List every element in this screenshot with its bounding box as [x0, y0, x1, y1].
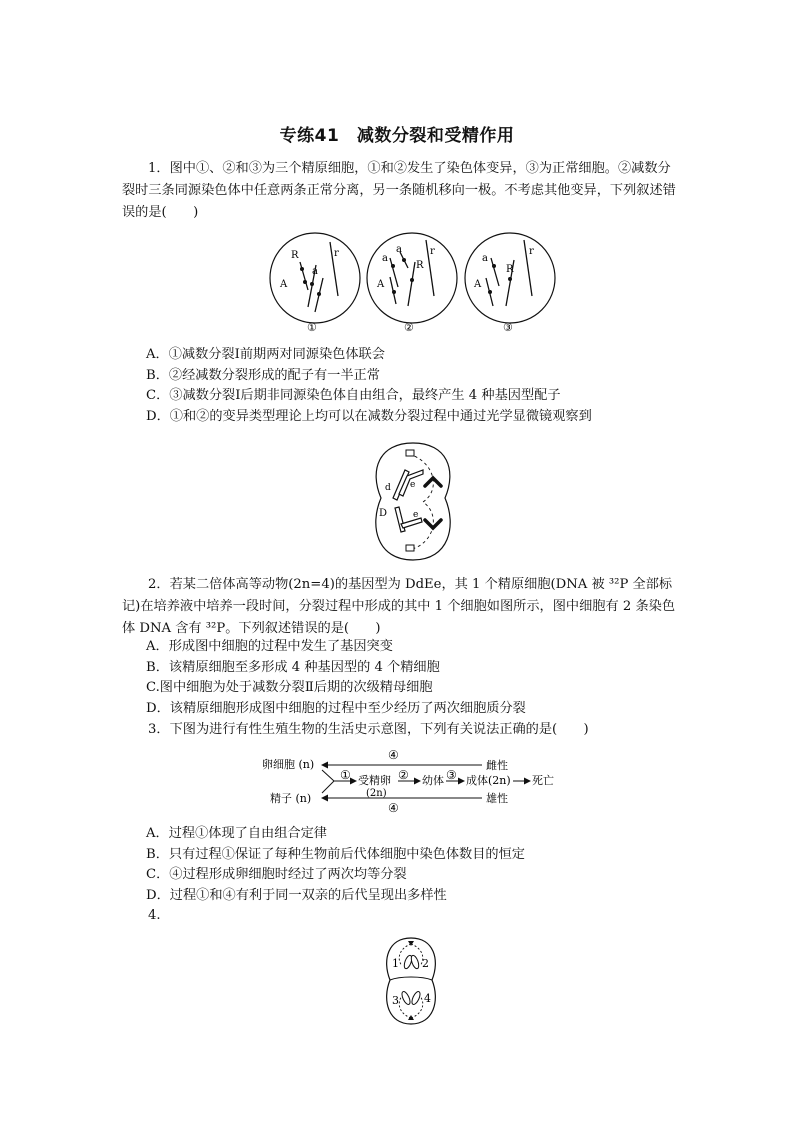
page-title: 专练41 减数分裂和受精作用 [279, 126, 515, 146]
question-4-number: 4. [148, 908, 161, 923]
question-3-options [146, 824, 686, 906]
cell-1-label-a: a [312, 266, 318, 277]
cell-1-label-A: A [280, 279, 288, 290]
q2-option-a[interactable]: A．形成图中细胞的过程中发生了基因突变 [146, 639, 393, 654]
step-3-label: ③ [446, 768, 457, 782]
step-2-label: ② [398, 768, 409, 782]
q3-option-c[interactable]: C．④过程形成卵细胞时经过了两次均等分裂 [146, 867, 407, 882]
cell-2-label-a2: a [396, 244, 402, 255]
q4-cell-outline [387, 938, 436, 1024]
q2-label-d: d [385, 483, 391, 493]
step-4-top-label: ④ [388, 748, 399, 762]
zygote-ploidy-label: (2n) [366, 788, 387, 799]
q1-cells-figure [268, 232, 532, 336]
q4-label-1: 1 [392, 957, 399, 970]
cell-2-label-R: R [416, 260, 424, 271]
cell-3-label-A: A [474, 279, 482, 290]
adult-label: 成体(2n) [466, 774, 511, 787]
q2-label-e-top: e [410, 480, 416, 490]
cell-2-label-a1: a [382, 253, 388, 264]
question-2-stem: 2．若某二倍体高等动物(2n=4)的基因型为 DdEe，其 1 个精原细胞(DNA 被 ³²P 全部标记)在培养液中培养一段时间，分裂过程中形成的其中 1 个细胞如图所示，图中细胞有 2 条染色体 DNA 含有 ³²P。下列叙述错误的是( ) [122, 577, 676, 636]
cell-2-label-r: r [430, 246, 435, 257]
cell-3-label-r: r [529, 246, 534, 257]
cell-1-label-R: R [291, 250, 299, 261]
q1-option-a[interactable]: A．①减数分裂Ⅰ前期两对同源染色体联会 [146, 347, 385, 362]
spindle-lines [409, 454, 433, 550]
q3-option-d[interactable]: D．过程①和④有利于同一双亲的后代呈现出多样性 [146, 887, 447, 903]
larva-label: 幼体 [422, 774, 444, 787]
female-label: 雌性 [486, 759, 508, 772]
q2-label-e-bottom: e [413, 510, 419, 520]
death-label: 死亡 [532, 774, 554, 787]
cell-2-label-A: A [377, 279, 385, 290]
question-2-options [146, 637, 686, 719]
q1-option-b[interactable]: B．②经减数分裂形成的配子有一半正常 [146, 367, 380, 383]
dividing-cell-outline [376, 443, 450, 560]
male-label: 雄性 [486, 792, 508, 805]
zygote-label: 受精卵 [358, 774, 391, 787]
step-1-label: ① [340, 768, 351, 782]
q4-label-2: 2 [422, 957, 429, 970]
q1-option-d[interactable]: D．①和②的变异类型理论上均可以在减数分裂过程中通过光学显微镜观察到 [146, 408, 592, 424]
egg-cell-label: 卵细胞 (n) [262, 758, 315, 771]
q3-option-b[interactable]: B．只有过程①保证了每种生物前后代体细胞中染色体数目的恒定 [146, 846, 525, 862]
q2-cell-figure [365, 440, 461, 564]
q2-option-c[interactable]: C.图中细胞为处于减数分裂Ⅱ后期的次级精母细胞 [146, 680, 433, 695]
step-4-bottom-label: ④ [388, 801, 399, 815]
q3-option-a[interactable]: A．过程①体现了自由组合定律 [146, 826, 327, 841]
question-1-stem: 1．图中①、②和③为三个精原细胞，①和②发生了染色体变异，③为正常细胞。②减数分裂时三条同源染色体中任意两条正常分离，另一条随机移向一极。不考虑其他变异，下列叙述错误的是( ) [122, 161, 676, 220]
cell-1-label-r: r [334, 248, 339, 259]
q4-cell-figure [378, 936, 444, 1028]
cell-3-caption: ③ [503, 321, 513, 334]
q4-label-4: 4 [424, 992, 431, 1005]
life-cycle-diagram [260, 742, 570, 815]
cell-3-label-a: a [482, 253, 488, 264]
q1-option-c[interactable]: C．③减数分裂Ⅰ后期非同源染色体自由组合，最终产生 4 种基因型配子 [146, 388, 561, 403]
question-3-stem: 3．下图为进行有性生殖生物的生活史示意图，下列有关说法正确的是( ) [148, 722, 589, 737]
sperm-label: 精子 (n) [270, 792, 312, 805]
cell-3-label-R: R [506, 264, 514, 275]
q2-option-d[interactable]: D．该精原细胞形成图中细胞的过程中至少经历了两次细胞质分裂 [146, 700, 526, 716]
q4-label-3: 3 [392, 994, 399, 1007]
cell-2-caption: ② [404, 321, 414, 334]
q2-option-b[interactable]: B．该精原细胞至多形成 4 种基因型的 4 个精细胞 [146, 659, 440, 675]
cell-1-caption: ① [307, 321, 317, 334]
q2-label-D: D [379, 508, 388, 519]
question-1-options [146, 345, 686, 427]
